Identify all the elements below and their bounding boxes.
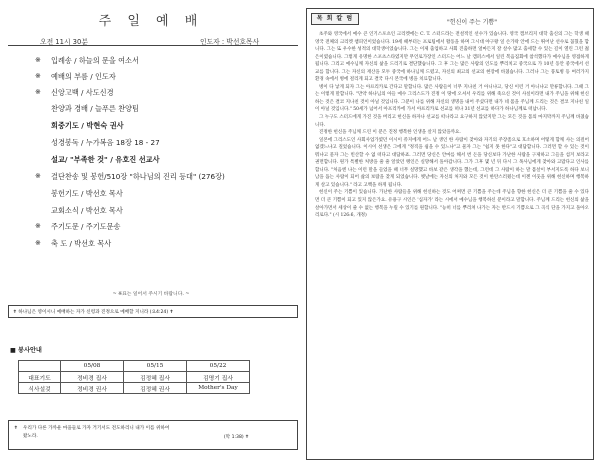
date-header: 05/08 bbox=[61, 361, 124, 372]
order-item-label: 찬양과 경배 / 늘푸른 찬양팀 bbox=[51, 104, 139, 113]
column-paragraph: 진정한 헌신을 주님께 드린 이 분은 진정 행복한 인생을 살지 않았을까요. bbox=[319, 130, 461, 136]
order-item-label: 설교/ "부족한 것" / 유호진 선교사 bbox=[51, 155, 160, 164]
service-time: 오전 11시 30분 bbox=[40, 38, 88, 46]
standing-mark: ※ bbox=[35, 88, 41, 96]
table-cell: 정비경 집사 bbox=[61, 372, 124, 383]
order-item-label: 입례송 / 하늘의 문을 여소서 bbox=[51, 56, 139, 65]
pastor-column bbox=[306, 8, 594, 460]
column-title: "헌신이 주는 기쁨" bbox=[447, 19, 497, 26]
order-item-label: 예배의 부름 / 인도자 bbox=[51, 72, 116, 81]
column-paragraph: 일본에 그리스도인 사회사업가였던 이시이 쥬지에게 어느 날 생인 한 사람이 찾아와 자기의 주장좀으로 호소하며 어떻게 함께 사는 의걸어 없겠느냐고 질었습니다. 이시이 선생은 그에게 "정직을 쉼을 수 있느냐"고 물자 그는 "쉽지 못 한다"고 대답합니다. 그러면 할 수 있는 것이 뭐냐고 묻자 그는 빈산할 수 없 떠다고 대답하죠. 그러면 당신은 안마를 해서 번 돈을 당신보다 가난한 사람을 구제하고 그들을 섬겨 보라고 권면합니다. 원가 특별한 처방을 줄 줄 알았던 맹인은 실망해서 돌아갑니다. 그가 그후 몇 년 뒤 다시 그 목사님에게 찾아와 고맙다고 인사를 합니다. "처음엔 나는 이런 말을 들었을 때 너무 실망했고 바보 같은 생각을 했는데, 그런데 그 사람이 하는 말 몸살이 부서지도록 하다 보니 남을 돕는 사람이 되어 삶의 보람을 찾게 되었습니다. 옛날에는 자신의 처지와 모든 것이 한탄스러웠는데 이젠 이웃을 위해 헌신하며 행복하게 살고 있습니다." 라고 고백을 하게 됩니다. bbox=[315, 137, 589, 188]
order-item-label: 축 도 / 박선호 목사 bbox=[51, 239, 112, 248]
order-item-label: 회중기도 / 박현숙 권사 bbox=[51, 121, 124, 130]
column-paragraph: 그 누구도 스터드에게 가진 것을 버리고 헌신을 하자나 선교를 떠나라고 요구하지 않았지만 그는 모든 것을 몸의 마지막까지 주님께 바쳤습니다. bbox=[315, 115, 589, 128]
standing-mark: ※ bbox=[35, 222, 41, 230]
date-header: 05/22 bbox=[187, 361, 250, 372]
verse-box bbox=[8, 420, 298, 450]
standing-mark: ※ bbox=[35, 72, 41, 80]
date-header: 05/15 bbox=[124, 361, 187, 372]
standing-mark: ※ bbox=[35, 239, 41, 247]
order-item-label: 봉헌기도 / 박선호 목사 bbox=[51, 189, 123, 198]
table-header-row bbox=[19, 361, 250, 372]
verse-reference: (막 1:38) ✝ bbox=[223, 435, 249, 440]
standing-mark: ※ bbox=[35, 172, 41, 180]
table-cell: 정비경 권사 bbox=[61, 383, 124, 394]
table-corner bbox=[19, 361, 61, 372]
service-schedule-table bbox=[18, 360, 250, 394]
order-item-label: 신앙고백 / 사도신경 bbox=[51, 88, 114, 97]
scripture-text: ✝ 하나님은 영이시니 예배하는 자가 신령과 진정으로 예배할 지니라 (요4:24) ✝ bbox=[13, 310, 174, 315]
row-label: 식사설겆 bbox=[19, 383, 61, 394]
table-row bbox=[19, 383, 250, 394]
table-cell: 김명기 집사 bbox=[187, 372, 250, 383]
service-leader: 인도자 : 박선호목사 bbox=[200, 38, 260, 46]
order-item-label: 주기도문 / 주기도문송 bbox=[51, 222, 121, 231]
order-item-label: 성경봉독 / 누가복음 18장 18 - 27 bbox=[51, 138, 160, 147]
cross-icon: ✝ bbox=[14, 426, 18, 431]
scripture-box bbox=[8, 305, 298, 318]
order-item-label: 교회소식 / 박선호 목사 bbox=[51, 206, 123, 215]
table-cell: 김정혜 집사 bbox=[124, 372, 187, 383]
table-row bbox=[19, 372, 250, 383]
order-item-label: 결단찬송 및 봉헌/510장 "하나님의 진리 등대" (276장) bbox=[51, 172, 225, 181]
page-title: 주 일 예 배 bbox=[98, 14, 204, 29]
standing-note: ~ ※표는 일어서 주시기 바랍니다. ~ bbox=[112, 292, 190, 297]
verse-line: 우리가 다른 가까운 마을들로 가자 거기서도 전도하리니 내가 이를 위하여 bbox=[23, 426, 170, 431]
table-cell: 김정혜 권사 bbox=[124, 383, 187, 394]
service-info-title: ■ 봉사안내 bbox=[10, 347, 42, 354]
verse-line: 왔노라. bbox=[23, 434, 38, 439]
table-cell: Mother's Day bbox=[187, 383, 250, 394]
divider bbox=[8, 45, 298, 46]
standing-mark: ※ bbox=[35, 56, 41, 64]
column-body bbox=[315, 31, 589, 220]
column-paragraph: 초주와 영국에서 예수 큰 인기스포츠인 크리켓에는 C. T. 스터드라는 전설적인 선수가 있습니다. 영국 캠브리지 대학 출신의 그는 학생 때 영국 전체의 크리켓 챔피언이었습니다. 19세 때부터는 프로팀에서 활동을 하며 그시대 야구왕 일 손가락 안에 드는 뛰어난 선수로 꼽혔을 합니다. 그는 또 우수한 성적의 대학생이었습니다. 그는 이제 출업하고 사회 진출하면 얼마든지 잘 살수 많고 출세할 수 있는 길이 열린 그런 젊은이였습니다. 그렇게 유명한 스포츠스타였지만 무언로가장인 스터드는 어느 날 캠퍼스에서 일린 복음집회에 참석했다가 예수님을 영접하게 됩니다. 그리고 예수님께 자신의 삶을 드리기로 결단했습니다. 그 후 그는 많은 사람의 인도를 뿌리치고 중국으로 가 10년 동안 중국에서 선교를 합니다. 그는 자신의 재산을 모두 중국에 하나님께 드렸고, 자신의 최고의 선교의 현장에 바쳤습니다. 그러나 그는 풍토병 등 여러가지 환경 속에서 병에 걸리게 되고 결국 다시 본국에 병을 치료합니다. bbox=[315, 32, 589, 83]
column-tag: 목 회 칼 럼 bbox=[311, 13, 359, 25]
row-label: 대표기도 bbox=[19, 372, 61, 383]
column-paragraph: 병이 다 낳게 되자 그는 아프리카로 간다고 말합니다. 많은 사람들이 너무 지나친 거 아니냐고, 당신 이런 거 아니냐고 만류합니다. 그때 그는 이렇게 말합니다. "만약 하나님의 아들 예수 그리스도가 진정 이 땅에 오셔서 우리를 위해 죽으신 것이 사실이라면 내가 주님을 위해 헌신하는 것은 결코 지나친 것이 아닐 것입니다. 그분이 나를 위해 자신의 생명을 내어 주셨다면 내가 네 몸을 주님께 드리는 것은 결코 지나친 일이 아닐 것입니다." 50세가 넘어서 아프리카에 가서 아프리카로 선교를 떠나 31년 선교를 하다가 하나님께로 떠납니다. bbox=[315, 84, 589, 113]
column-paragraph: 헌신이 주는 기쁨이 있습니다. 가난한 사람들을 위해 헌신하는 것도 어쩌면 큰 기쁨을 주는데 주님을 향한 헌신은 더 큰 기쁨을 줄 수 있다면 더 큰 기쁨이 되고 있지 않은가요. 유용구 시인은 '십자가' 라는 시에서 예수님을 행복하신 분이라고 말합니다. 주님께 드리는 헌신의 삶을 살아가면서 세상이 줄 수 없는 행복을 누릴 수 있기를 원합니다. "능히 너를 뿌리쳐 나가는 자는 반드시 기쁨으로 그 곡식 단을 가지고 돌아오리로다." (시 126:6, 개정) bbox=[315, 190, 589, 219]
